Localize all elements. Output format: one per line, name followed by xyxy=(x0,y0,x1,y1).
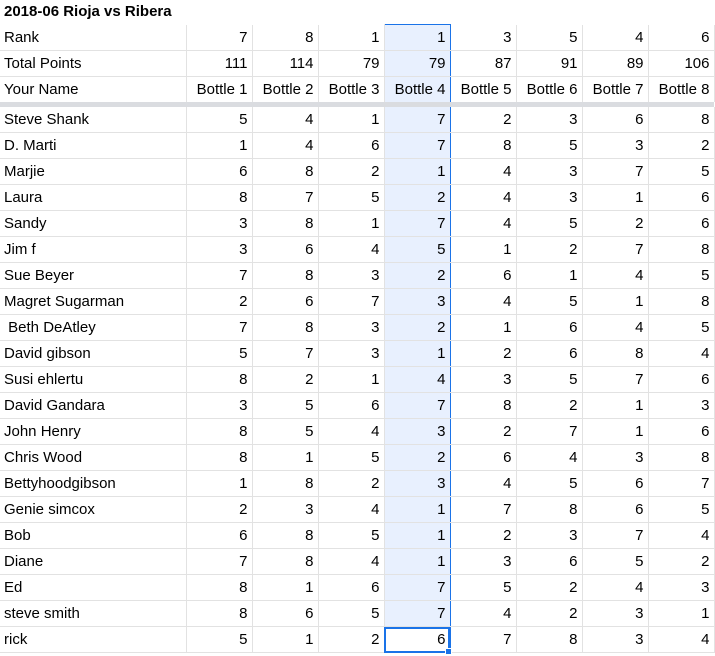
table-row-cell-bottle-4[interactable]: 1 xyxy=(384,523,450,549)
table-row-cell-bottle-6[interactable]: 7 xyxy=(516,419,582,445)
table-row-cell-bottle-6[interactable]: 8 xyxy=(516,627,582,653)
table-row-cell-bottle-5[interactable]: 5 xyxy=(450,575,516,601)
table-row-cell-bottle-6[interactable]: 3 xyxy=(516,107,582,133)
rank-row-cell-bottle-5[interactable]: 3 xyxy=(450,25,516,51)
table-row-cell-bottle-4[interactable]: 7 xyxy=(384,133,450,159)
table-row-cell-bottle-8[interactable]: 4 xyxy=(648,341,714,367)
table-row-label-cell[interactable]: Bob xyxy=(0,523,186,549)
table-row-label-cell[interactable]: Sue Beyer xyxy=(0,263,186,289)
table-row-cell-bottle-4[interactable]: 2 xyxy=(384,315,450,341)
table-row-cell-bottle-1[interactable]: 8 xyxy=(186,367,252,393)
table-row-cell-bottle-6[interactable]: 3 xyxy=(516,185,582,211)
table-row-label-cell[interactable]: David gibson xyxy=(0,341,186,367)
table-row-label-cell[interactable]: David Gandara xyxy=(0,393,186,419)
table-row xyxy=(0,185,714,211)
table-row-cell-bottle-3[interactable]: 4 xyxy=(318,497,384,523)
table-row-cell-bottle-7[interactable]: 4 xyxy=(582,315,648,341)
table-row-cell-bottle-3[interactable]: 5 xyxy=(318,185,384,211)
fill-handle[interactable] xyxy=(445,648,452,655)
total-points-row-cell-bottle-6[interactable]: 91 xyxy=(516,51,582,77)
table-row-cell-bottle-5[interactable]: 4 xyxy=(450,185,516,211)
table-row-cell-bottle-3[interactable]: 6 xyxy=(318,133,384,159)
table-row-cell-bottle-5[interactable]: 4 xyxy=(450,471,516,497)
table-row xyxy=(0,315,714,341)
table-row xyxy=(0,627,714,653)
table-row-cell-bottle-2[interactable]: 5 xyxy=(252,393,318,419)
table-row-cell-bottle-3[interactable]: 1 xyxy=(318,211,384,237)
table-row-cell-bottle-6[interactable]: 2 xyxy=(516,237,582,263)
rank-row-label-cell[interactable]: Rank xyxy=(0,25,186,51)
rank-row-cell-bottle-1[interactable]: 7 xyxy=(186,25,252,51)
table-row-cell-bottle-7[interactable]: 3 xyxy=(582,601,648,627)
rank-row xyxy=(0,25,714,51)
table-row-label-cell[interactable]: Bettyhoodgibson xyxy=(0,471,186,497)
table-row xyxy=(0,211,714,237)
table-row xyxy=(0,393,714,419)
table-row-cell-bottle-6[interactable]: 5 xyxy=(516,289,582,315)
total-points-row-label-cell[interactable]: Total Points xyxy=(0,51,186,77)
table-row-cell-bottle-2[interactable]: 1 xyxy=(252,627,318,653)
table-row-cell-bottle-5[interactable]: 8 xyxy=(450,133,516,159)
table-row-cell-bottle-3[interactable]: 3 xyxy=(318,263,384,289)
table-row-cell-bottle-4[interactable]: 7 xyxy=(384,211,450,237)
table-row-cell-bottle-4[interactable]: 4 xyxy=(384,367,450,393)
table-row-cell-bottle-3[interactable]: 2 xyxy=(318,471,384,497)
table-row-cell-bottle-5[interactable]: 3 xyxy=(450,367,516,393)
total-points-row-cell-bottle-2[interactable]: 114 xyxy=(252,51,318,77)
table-row-cell-bottle-8[interactable]: 7 xyxy=(648,471,714,497)
table-row-cell-bottle-2[interactable]: 6 xyxy=(252,237,318,263)
table-row-cell-bottle-8[interactable]: 6 xyxy=(648,185,714,211)
table-row xyxy=(0,159,714,185)
table-row-cell-bottle-2[interactable]: 8 xyxy=(252,159,318,185)
table-row-cell-bottle-4[interactable]: 2 xyxy=(384,185,450,211)
table-row-cell-bottle-1[interactable]: 1 xyxy=(186,133,252,159)
table-row-cell-bottle-2[interactable]: 8 xyxy=(252,315,318,341)
table-row-cell-bottle-4[interactable]: 1 xyxy=(384,159,450,185)
table-row-cell-bottle-8[interactable]: 8 xyxy=(648,237,714,263)
table-row-cell-bottle-1[interactable]: 7 xyxy=(186,263,252,289)
table-row-cell-bottle-1[interactable]: 1 xyxy=(186,471,252,497)
table-row-cell-bottle-8[interactable]: 5 xyxy=(648,263,714,289)
rank-row-cell-bottle-7[interactable]: 4 xyxy=(582,25,648,51)
table-row-cell-bottle-2[interactable]: 8 xyxy=(252,523,318,549)
table-row-cell-bottle-1[interactable]: 8 xyxy=(186,601,252,627)
table-row-cell-bottle-5[interactable]: 4 xyxy=(450,601,516,627)
table-row-cell-bottle-2[interactable]: 8 xyxy=(252,263,318,289)
table-row xyxy=(0,419,714,445)
table-row-label-cell[interactable]: Marjie xyxy=(0,159,186,185)
table-row-cell-bottle-8[interactable]: 2 xyxy=(648,133,714,159)
table-row-cell-bottle-6[interactable]: 6 xyxy=(516,549,582,575)
rank-row-cell-bottle-6[interactable]: 5 xyxy=(516,25,582,51)
table-row-cell-bottle-7[interactable]: 7 xyxy=(582,159,648,185)
table-row-cell-bottle-5[interactable]: 2 xyxy=(450,523,516,549)
table-row-cell-bottle-5[interactable]: 7 xyxy=(450,497,516,523)
table-row-cell-bottle-7[interactable]: 6 xyxy=(582,497,648,523)
header-row-cell-bottle-5[interactable]: Bottle 5 xyxy=(450,77,516,103)
header-row-label-cell[interactable]: Your Name xyxy=(0,77,186,103)
table-row-cell-bottle-5[interactable]: 8 xyxy=(450,393,516,419)
table-row xyxy=(0,523,714,549)
table-row-cell-bottle-2[interactable]: 2 xyxy=(252,367,318,393)
table-row-cell-bottle-7[interactable]: 7 xyxy=(582,237,648,263)
total-points-row-cell-bottle-5[interactable]: 87 xyxy=(450,51,516,77)
table-row-cell-bottle-5[interactable]: 7 xyxy=(450,627,516,653)
table-row-cell-bottle-5[interactable]: 6 xyxy=(450,263,516,289)
table-row-label-cell[interactable]: John Henry xyxy=(0,419,186,445)
table-row xyxy=(0,601,714,627)
header-row xyxy=(0,77,714,103)
table-row-cell-bottle-7[interactable]: 3 xyxy=(582,627,648,653)
table-row-cell-bottle-6[interactable]: 2 xyxy=(516,575,582,601)
table-row-cell-bottle-4[interactable]: 3 xyxy=(384,419,450,445)
table-row-cell-bottle-7[interactable]: 1 xyxy=(582,419,648,445)
table-row-cell-bottle-7[interactable]: 4 xyxy=(582,263,648,289)
table-row-cell-bottle-6[interactable]: 5 xyxy=(516,367,582,393)
table-row xyxy=(0,575,714,601)
table-row-cell-bottle-8[interactable]: 5 xyxy=(648,159,714,185)
table-row-cell-bottle-6[interactable]: 4 xyxy=(516,445,582,471)
table-row-cell-bottle-2[interactable]: 8 xyxy=(252,549,318,575)
table-row-cell-bottle-1[interactable]: 3 xyxy=(186,393,252,419)
table-row-cell-bottle-8[interactable]: 6 xyxy=(648,419,714,445)
table-row-cell-bottle-2[interactable]: 6 xyxy=(252,289,318,315)
header-row-cell-bottle-6[interactable]: Bottle 6 xyxy=(516,77,582,103)
table-row-cell-bottle-1[interactable]: 5 xyxy=(186,341,252,367)
table-row-cell-bottle-1[interactable]: 3 xyxy=(186,211,252,237)
table-row-cell-bottle-1[interactable]: 6 xyxy=(186,523,252,549)
total-points-row-cell-bottle-4[interactable]: 79 xyxy=(384,51,450,77)
table-row-cell-bottle-7[interactable]: 3 xyxy=(582,445,648,471)
table-row xyxy=(0,549,714,575)
table-row-cell-bottle-8[interactable]: 4 xyxy=(648,627,714,653)
total-points-row-cell-bottle-8[interactable]: 106 xyxy=(648,51,714,77)
rank-row-cell-bottle-4[interactable]: 1 xyxy=(384,25,450,51)
total-points-row-cell-bottle-1[interactable]: 111 xyxy=(186,51,252,77)
table-row-cell-bottle-4[interactable]: 3 xyxy=(384,471,450,497)
table-row-cell-bottle-8[interactable]: 5 xyxy=(648,497,714,523)
spreadsheet-grid[interactable] xyxy=(0,24,715,653)
table-row-cell-bottle-6[interactable]: 6 xyxy=(516,341,582,367)
table-row-cell-bottle-3[interactable]: 5 xyxy=(318,523,384,549)
table-row-label-cell[interactable]: Beth DeAtley xyxy=(0,315,186,341)
sheet-title: 2018-06 Rioja vs Ribera xyxy=(4,3,172,20)
table-row-cell-bottle-6[interactable]: 3 xyxy=(516,523,582,549)
table-row-cell-bottle-6[interactable]: 5 xyxy=(516,471,582,497)
table-row-label-cell[interactable]: Susi ehlertu xyxy=(0,367,186,393)
table-row-cell-bottle-2[interactable]: 1 xyxy=(252,445,318,471)
table-row-label-cell[interactable]: Ed xyxy=(0,575,186,601)
table-row-cell-bottle-1[interactable]: 8 xyxy=(186,185,252,211)
table-row-cell-bottle-7[interactable]: 5 xyxy=(582,549,648,575)
table-row-cell-bottle-8[interactable]: 8 xyxy=(648,289,714,315)
table-row-cell-bottle-8[interactable]: 8 xyxy=(648,445,714,471)
table-row-label-cell[interactable]: Diane xyxy=(0,549,186,575)
table-row-cell-bottle-5[interactable]: 3 xyxy=(450,549,516,575)
table-row-label-cell[interactable]: D. Marti xyxy=(0,133,186,159)
table-row xyxy=(0,497,714,523)
table-row-cell-bottle-7[interactable]: 1 xyxy=(582,393,648,419)
table-row-cell-bottle-2[interactable]: 8 xyxy=(252,471,318,497)
header-row-cell-bottle-4[interactable]: Bottle 4 xyxy=(384,77,450,103)
table-row-cell-bottle-3[interactable]: 5 xyxy=(318,601,384,627)
table-row-cell-bottle-4[interactable]: 7 xyxy=(384,575,450,601)
table-row-cell-bottle-6[interactable]: 8 xyxy=(516,497,582,523)
table-row-cell-bottle-6[interactable]: 3 xyxy=(516,159,582,185)
table-row-cell-bottle-4[interactable]: 1 xyxy=(384,497,450,523)
table-row-cell-bottle-5[interactable]: 2 xyxy=(450,341,516,367)
table-row-cell-bottle-8[interactable]: 5 xyxy=(648,315,714,341)
header-row-cell-bottle-2[interactable]: Bottle 2 xyxy=(252,77,318,103)
table-row-cell-bottle-3[interactable]: 2 xyxy=(318,627,384,653)
table-row-cell-bottle-3[interactable]: 5 xyxy=(318,445,384,471)
table-row-cell-bottle-4[interactable]: 7 xyxy=(384,601,450,627)
table-row-cell-bottle-7[interactable]: 8 xyxy=(582,341,648,367)
table-row-cell-bottle-2[interactable]: 4 xyxy=(252,107,318,133)
table-row-cell-bottle-1[interactable]: 5 xyxy=(186,107,252,133)
table-row-cell-bottle-5[interactable]: 4 xyxy=(450,289,516,315)
table-row-cell-bottle-4[interactable]: 5 xyxy=(384,237,450,263)
table-row xyxy=(0,263,714,289)
table-row-cell-bottle-5[interactable]: 4 xyxy=(450,211,516,237)
table-row-cell-bottle-4[interactable]: 1 xyxy=(384,341,450,367)
table-row-cell-bottle-3[interactable]: 6 xyxy=(318,393,384,419)
table-row-cell-bottle-3[interactable]: 4 xyxy=(318,419,384,445)
table-row-cell-bottle-8[interactable]: 4 xyxy=(648,523,714,549)
table-row-cell-bottle-7[interactable]: 6 xyxy=(582,471,648,497)
table-row-cell-bottle-7[interactable]: 1 xyxy=(582,185,648,211)
total-points-row xyxy=(0,51,714,77)
table-row-cell-bottle-4[interactable]: 3 xyxy=(384,289,450,315)
table-row-cell-bottle-1[interactable]: 6 xyxy=(186,159,252,185)
table-row xyxy=(0,445,714,471)
active-cell[interactable]: 6 xyxy=(384,627,450,653)
table-row-cell-bottle-7[interactable]: 2 xyxy=(582,211,648,237)
table-row-cell-bottle-4[interactable]: 2 xyxy=(384,263,450,289)
table-row xyxy=(0,341,714,367)
table-row-label-cell[interactable]: Sandy xyxy=(0,211,186,237)
table-row xyxy=(0,133,714,159)
table-row-cell-bottle-5[interactable]: 2 xyxy=(450,419,516,445)
table-row-cell-bottle-3[interactable]: 7 xyxy=(318,289,384,315)
table-row-cell-bottle-4[interactable]: 1 xyxy=(384,549,450,575)
header-row-cell-bottle-7[interactable]: Bottle 7 xyxy=(582,77,648,103)
table-row-label-cell[interactable]: Jim f xyxy=(0,237,186,263)
table-row-cell-bottle-8[interactable]: 3 xyxy=(648,575,714,601)
header-row-cell-bottle-1[interactable]: Bottle 1 xyxy=(186,77,252,103)
table-row xyxy=(0,367,714,393)
table-row-cell-bottle-8[interactable]: 2 xyxy=(648,549,714,575)
table-row-cell-bottle-2[interactable]: 3 xyxy=(252,497,318,523)
table-row-cell-bottle-6[interactable]: 2 xyxy=(516,601,582,627)
table-row-cell-bottle-5[interactable]: 2 xyxy=(450,107,516,133)
table-row-cell-bottle-6[interactable]: 1 xyxy=(516,263,582,289)
table-row xyxy=(0,471,714,497)
table-row-cell-bottle-2[interactable]: 7 xyxy=(252,341,318,367)
table-row-cell-bottle-1[interactable]: 2 xyxy=(186,289,252,315)
table-row-cell-bottle-1[interactable]: 3 xyxy=(186,237,252,263)
table-row-cell-bottle-3[interactable]: 4 xyxy=(318,549,384,575)
rank-row-cell-bottle-8[interactable]: 6 xyxy=(648,25,714,51)
table-row-cell-bottle-7[interactable]: 7 xyxy=(582,367,648,393)
table-row-cell-bottle-8[interactable]: 6 xyxy=(648,211,714,237)
table-row-label-cell[interactable]: Steve Shank xyxy=(0,107,186,133)
table-row-label-cell[interactable]: Genie simcox xyxy=(0,497,186,523)
table-row-cell-bottle-4[interactable]: 7 xyxy=(384,107,450,133)
total-points-row-cell-bottle-3[interactable]: 79 xyxy=(318,51,384,77)
table-row-cell-bottle-3[interactable]: 1 xyxy=(318,367,384,393)
table-row xyxy=(0,237,714,263)
table-row-cell-bottle-1[interactable]: 8 xyxy=(186,445,252,471)
table-row-cell-bottle-1[interactable]: 8 xyxy=(186,419,252,445)
table-row-cell-bottle-5[interactable]: 1 xyxy=(450,237,516,263)
table-row-label-cell[interactable]: steve smith xyxy=(0,601,186,627)
table-row-cell-bottle-5[interactable]: 1 xyxy=(450,315,516,341)
table-row-cell-bottle-1[interactable]: 8 xyxy=(186,575,252,601)
table-row-cell-bottle-1[interactable]: 7 xyxy=(186,315,252,341)
table-row-cell-bottle-3[interactable]: 6 xyxy=(318,575,384,601)
header-row-cell-bottle-8[interactable]: Bottle 8 xyxy=(648,77,714,103)
table-row-cell-bottle-4[interactable]: 2 xyxy=(384,445,450,471)
table-row-cell-bottle-2[interactable]: 1 xyxy=(252,575,318,601)
table-row-cell-bottle-3[interactable]: 1 xyxy=(318,107,384,133)
table-row xyxy=(0,107,714,133)
table-row-label-cell[interactable]: Magret Sugarman xyxy=(0,289,186,315)
table-row-cell-bottle-1[interactable]: 7 xyxy=(186,549,252,575)
table-row-cell-bottle-8[interactable]: 1 xyxy=(648,601,714,627)
table-row-label-cell[interactable]: Chris Wood xyxy=(0,445,186,471)
table-row-cell-bottle-2[interactable]: 7 xyxy=(252,185,318,211)
table-row-cell-bottle-2[interactable]: 8 xyxy=(252,211,318,237)
table-row-cell-bottle-5[interactable]: 4 xyxy=(450,159,516,185)
rank-row-cell-bottle-2[interactable]: 8 xyxy=(252,25,318,51)
table-row-cell-bottle-7[interactable]: 1 xyxy=(582,289,648,315)
table-row-cell-bottle-5[interactable]: 6 xyxy=(450,445,516,471)
table-row-cell-bottle-2[interactable]: 5 xyxy=(252,419,318,445)
table-row-cell-bottle-7[interactable]: 3 xyxy=(582,133,648,159)
table-row-cell-bottle-3[interactable]: 3 xyxy=(318,315,384,341)
table-row-cell-bottle-2[interactable]: 4 xyxy=(252,133,318,159)
table-row-cell-bottle-7[interactable]: 6 xyxy=(582,107,648,133)
table-row-cell-bottle-6[interactable]: 5 xyxy=(516,211,582,237)
header-row-cell-bottle-3[interactable]: Bottle 3 xyxy=(318,77,384,103)
table-row-cell-bottle-6[interactable]: 5 xyxy=(516,133,582,159)
rank-row-cell-bottle-3[interactable]: 1 xyxy=(318,25,384,51)
table-row-cell-bottle-6[interactable]: 2 xyxy=(516,393,582,419)
table-row-label-cell[interactable]: rick xyxy=(0,627,186,653)
table-row-cell-bottle-4[interactable]: 7 xyxy=(384,393,450,419)
table-row-cell-bottle-8[interactable]: 3 xyxy=(648,393,714,419)
table-row-cell-bottle-7[interactable]: 4 xyxy=(582,575,648,601)
table-row-cell-bottle-3[interactable]: 4 xyxy=(318,237,384,263)
table-row-cell-bottle-1[interactable]: 2 xyxy=(186,497,252,523)
table-row-cell-bottle-6[interactable]: 6 xyxy=(516,315,582,341)
table-row-cell-bottle-3[interactable]: 3 xyxy=(318,341,384,367)
table-row-cell-bottle-1[interactable]: 5 xyxy=(186,627,252,653)
table-row-label-cell[interactable]: Laura xyxy=(0,185,186,211)
table-row-cell-bottle-7[interactable]: 7 xyxy=(582,523,648,549)
table-row-cell-bottle-8[interactable]: 8 xyxy=(648,107,714,133)
table-row-cell-bottle-3[interactable]: 2 xyxy=(318,159,384,185)
table-row xyxy=(0,289,714,315)
table-row-cell-bottle-2[interactable]: 6 xyxy=(252,601,318,627)
table-row-cell-bottle-8[interactable]: 6 xyxy=(648,367,714,393)
total-points-row-cell-bottle-7[interactable]: 89 xyxy=(582,51,648,77)
